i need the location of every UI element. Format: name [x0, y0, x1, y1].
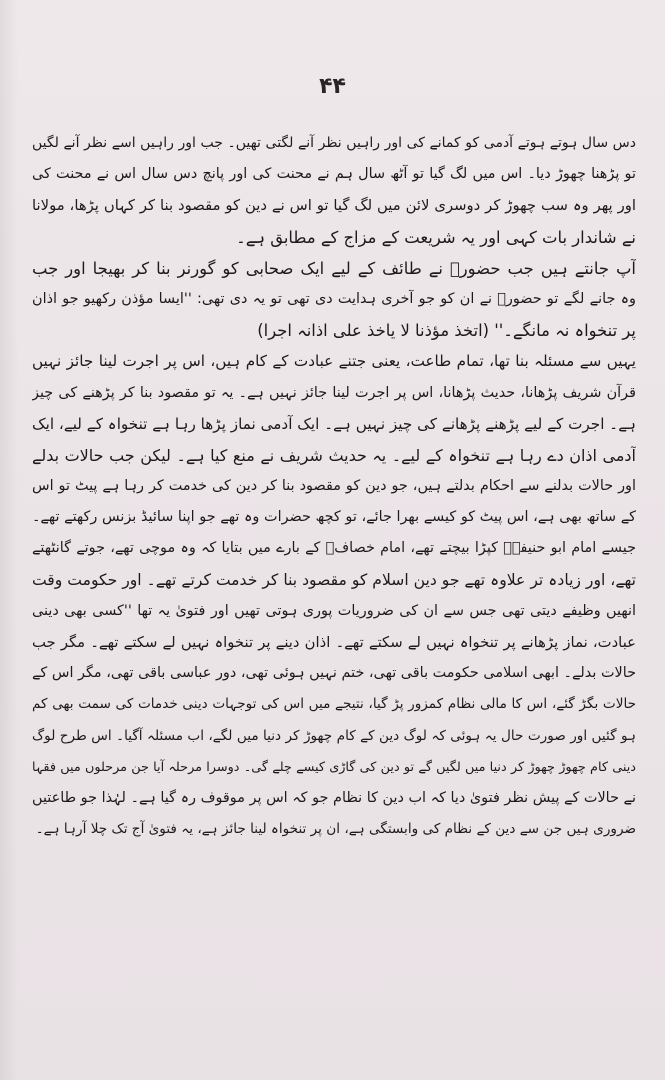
- text-line: نے حالات کے پیش نظر فتویٰ دیا کہ اب دین کا نظام جو کہ اس پر موقوف رہ گیا ہے۔ لہٰذا جو طاعتیں: [32, 789, 636, 806]
- text-line: کے ساتھ بھی ہے، اس پیٹ کو کیسے بھرا جائے، تو کچھ حضرات وہ تھے جو اپنا سائیڈ بزنس رکھتے تھے۔: [32, 509, 636, 526]
- text-line: نے شاندار بات کہی اور یہ شریعت کے مزاج کے مطابق ہے۔: [236, 227, 636, 247]
- text-line: اور حالات بدلنے سے احکام بدلتے ہیں، جو دین کو مقصود بنا کر دین کی خدمت کر رہا ہے پیٹ تو اس: [32, 478, 636, 495]
- text-line: قرآن شریف پڑھانا، حدیث پڑھانا، اس پر اجرت لینا جائز نہیں ہے۔ یہ تو مقصود بنا کر پڑھنے کی چیز: [32, 384, 636, 401]
- text-line: ضروری ہیں جن سے دین کے نظام کی وابستگی ہے، ان پر تنخواہ لینا جائز ہے، یہ فتویٰ آج تک چلا آرہا ہے۔: [35, 821, 636, 838]
- text-line: حالات بگڑ گئے، اس کا مالی نظام کمزور پڑ گیا، نتیجے میں اس کی توجہات دینی خدمات کی سمت بھی کم: [32, 696, 636, 713]
- text-line: اور پھر وہ سب چھوڑ کر دوسری لائن میں لگ گیا تو اس نے دین کو مقصود بنا کر کہاں پڑھا، مولانا: [32, 197, 636, 215]
- page-number: ۴۴: [319, 74, 346, 99]
- text-line: آپ جانتے ہیں جب حضورؐ نے طائف کے لیے ایک صحابی کو گورنر بنا کر بھیجا اور جب: [32, 258, 636, 278]
- text-line: عبادت، نماز پڑھانے پر تنخواہ نہیں لے سکتے تھے۔ اذان دینے پر تنخواہ نہیں لے سکتے تھے۔ مگر جب: [32, 634, 636, 651]
- text-line: وہ جانے لگے تو حضورؐ نے ان کو جو آخری ہدایت دی تھی تو یہ دی تھی: ''ایسا مؤذن رکھیو جو اذان: [32, 290, 636, 307]
- text-line: انھیں وظیفے دیتی تھی جس سے ان کی ضروریات پوری ہوتی تھیں اور فتویٰ یہ تھا ''کسی بھی دینی: [32, 602, 636, 619]
- body-text: [32, 128, 636, 845]
- text-line: تھے، اور زیادہ تر علاوہ تھے جو دین اسلام کو مقصود بنا کر خدمت کرتے تھے۔ اور حکومت وقت: [32, 570, 636, 589]
- text-line: ہے۔ اجرت کے لیے پڑھنے پڑھانے کی چیز نہیں ہے۔ ایک آدمی نماز پڑھا رہا ہے تنخواہ کے لیے، ایک: [32, 414, 636, 433]
- text-line: تو پڑھنا چھوڑ دیا۔ اس میں لگ گیا تو آٹھ سال ہم نے محنت کی اور پانچ دس سال اس نے محنت کی: [32, 166, 636, 183]
- text-line: جیسے امام ابو حنیفہؒ کپڑا بیچتے تھے، امام خصافؒ کے بارے میں بتایا کہ وہ موچی تھے، جوتے گانٹھتے: [32, 540, 636, 557]
- text-line: یہیں سے مسئلہ بنا تھا، تمام طاعت، یعنی جتنے عبادت کے کام ہیں، اس پر اجرت لینا جائز نہیں: [32, 352, 636, 371]
- text-line: آدمی اذان دے رہا ہے تنخواہ کے لیے۔ یہ حدیث شریف نے منع کیا ہے۔ لیکن جب حالات بدلے: [32, 445, 636, 465]
- text-line: دس سال ہوتے ہوتے آدمی کو کمانے کی اور راہیں نظر آنے لگتی تھیں۔ جب اور راہیں اسے نظر آنے لگیں: [32, 135, 636, 151]
- text-line: ہو گئیں اور صورت حال یہ ہوئی کہ لوگ دین کے کام چھوڑ کر دنیا میں لگے، اب مسئلہ آگیا۔ اس طرح لوگ: [32, 727, 636, 744]
- text-line: حالات بدلے۔ ابھی اسلامی حکومت باقی تھی، ختم نہیں ہوئی تھی، دور عباسی باقی تھی، مگر اس کے: [32, 665, 636, 682]
- text-line: پر تنخواہ نہ مانگے۔'' (اتخذ مؤذنا لا یاخذ علی اذانہ اجرا): [257, 321, 636, 341]
- text-line: دینی کام چھوڑ چھوڑ کر دنیا میں لگیں گے تو دین کی گاڑی کیسے چلے گی۔ دوسرا مرحلہ آیا جن مرحلوں میں فقہا: [32, 759, 636, 775]
